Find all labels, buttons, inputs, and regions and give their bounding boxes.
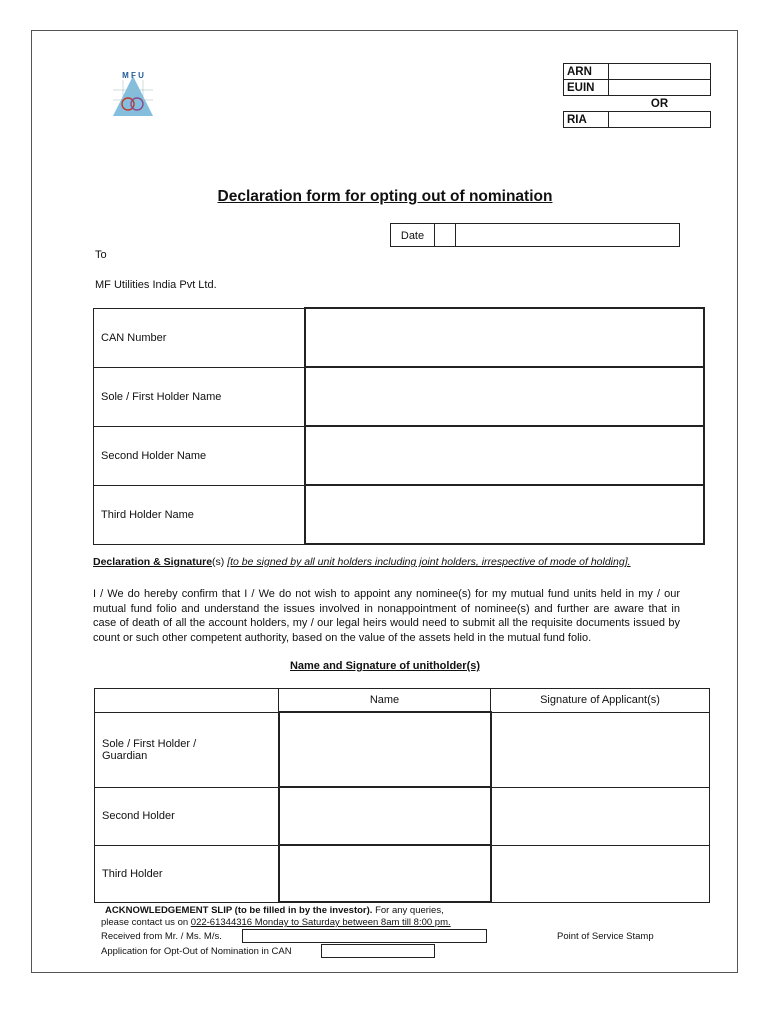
received-from-input[interactable] <box>242 929 487 943</box>
sig-row-label-second: Second Holder <box>95 787 279 845</box>
first-holder-signature[interactable] <box>491 712 710 787</box>
declaration-heading <box>93 556 631 568</box>
declaration-title: Declaration & Signature <box>93 556 213 568</box>
table-row <box>95 845 710 902</box>
holder-row <box>94 308 705 367</box>
or-label: OR <box>650 97 669 110</box>
holder-row <box>94 367 705 426</box>
table-row <box>95 712 710 787</box>
signature-table <box>94 688 710 903</box>
third-holder-label: Third Holder Name <box>94 485 306 544</box>
signature-section-title: Name and Signature of unitholder(s) <box>289 660 481 672</box>
ack-queries: For any queries, <box>375 905 444 916</box>
second-holder-signature[interactable] <box>491 787 710 845</box>
arn-label: ARN <box>564 64 609 80</box>
date-input[interactable] <box>455 223 680 247</box>
sig-row-label-first: Sole / First Holder / Guardian <box>95 712 279 787</box>
ack-heading: ACKNOWLEDGEMENT SLIP (to be filled in by the investor). <box>105 905 373 916</box>
ack-contact-line <box>101 917 451 928</box>
second-holder-input[interactable] <box>305 426 704 485</box>
ria-label: RIA <box>564 112 609 128</box>
point-of-service-stamp: Point of Service Stamp <box>557 931 654 942</box>
ack-can-input[interactable] <box>321 944 435 958</box>
distributor-code-table <box>563 63 711 128</box>
date-label: Date <box>390 223 435 247</box>
company-name: MF Utilities India Pvt Ltd. <box>95 279 217 291</box>
can-number-input[interactable] <box>305 308 704 367</box>
date-spacer <box>435 223 455 247</box>
second-holder-name-input[interactable] <box>279 787 491 845</box>
second-holder-label: Second Holder Name <box>94 426 306 485</box>
holder-details-table <box>93 307 705 545</box>
signature-col-signature: Signature of Applicant(s) <box>491 689 710 713</box>
euin-label: EUIN <box>564 80 609 96</box>
declaration-note: [to be signed by all unit holders including joint holders, irrespective of mode of holding]. <box>227 556 631 568</box>
signature-col-blank <box>95 689 279 713</box>
holder-row <box>94 485 705 544</box>
ria-input[interactable] <box>609 112 711 128</box>
ack-contact: 022-61344316 Monday to Saturday between 8am till 8:00 pm. <box>190 917 451 928</box>
third-holder-name-input[interactable] <box>279 845 491 902</box>
mfu-logo <box>110 70 156 118</box>
declaration-text: I / We do hereby confirm that I / We do not wish to appoint any nominee(s) for my mutual fund units held in my / our mutual fund folio and understand the issues involved in nonappointment of nominee(s) and further are aware that in case of death of all the account holders, my / our legal heirs would need to submit all the requisite documents issued by count or such other competent authority, based on the value of the assets held in the mutual fund folio. <box>93 588 680 644</box>
arn-input[interactable] <box>609 64 711 80</box>
received-from-label: Received from Mr. / Ms. M/s. <box>101 931 222 942</box>
first-holder-name-input[interactable] <box>279 712 491 787</box>
holder-row <box>94 426 705 485</box>
application-label: Application for Opt-Out of Nomination in CAN <box>101 946 292 957</box>
third-holder-input[interactable] <box>305 485 704 544</box>
logo-text: M F U <box>122 71 144 80</box>
sig-row-label-third: Third Holder <box>95 845 279 902</box>
declaration-suffix: (s) <box>212 556 225 568</box>
first-holder-input[interactable] <box>305 367 704 426</box>
third-holder-signature[interactable] <box>491 845 710 902</box>
to-label: To <box>95 249 107 261</box>
can-number-label: CAN Number <box>94 308 306 367</box>
euin-input[interactable] <box>609 80 711 96</box>
ack-contact-prefix: please contact us on <box>101 917 191 928</box>
ack-heading-line <box>105 904 444 918</box>
form-title: Declaration form for opting out of nomination <box>217 188 553 205</box>
first-holder-label: Sole / First Holder Name <box>94 367 306 426</box>
table-row <box>95 787 710 845</box>
signature-col-name: Name <box>279 689 491 713</box>
